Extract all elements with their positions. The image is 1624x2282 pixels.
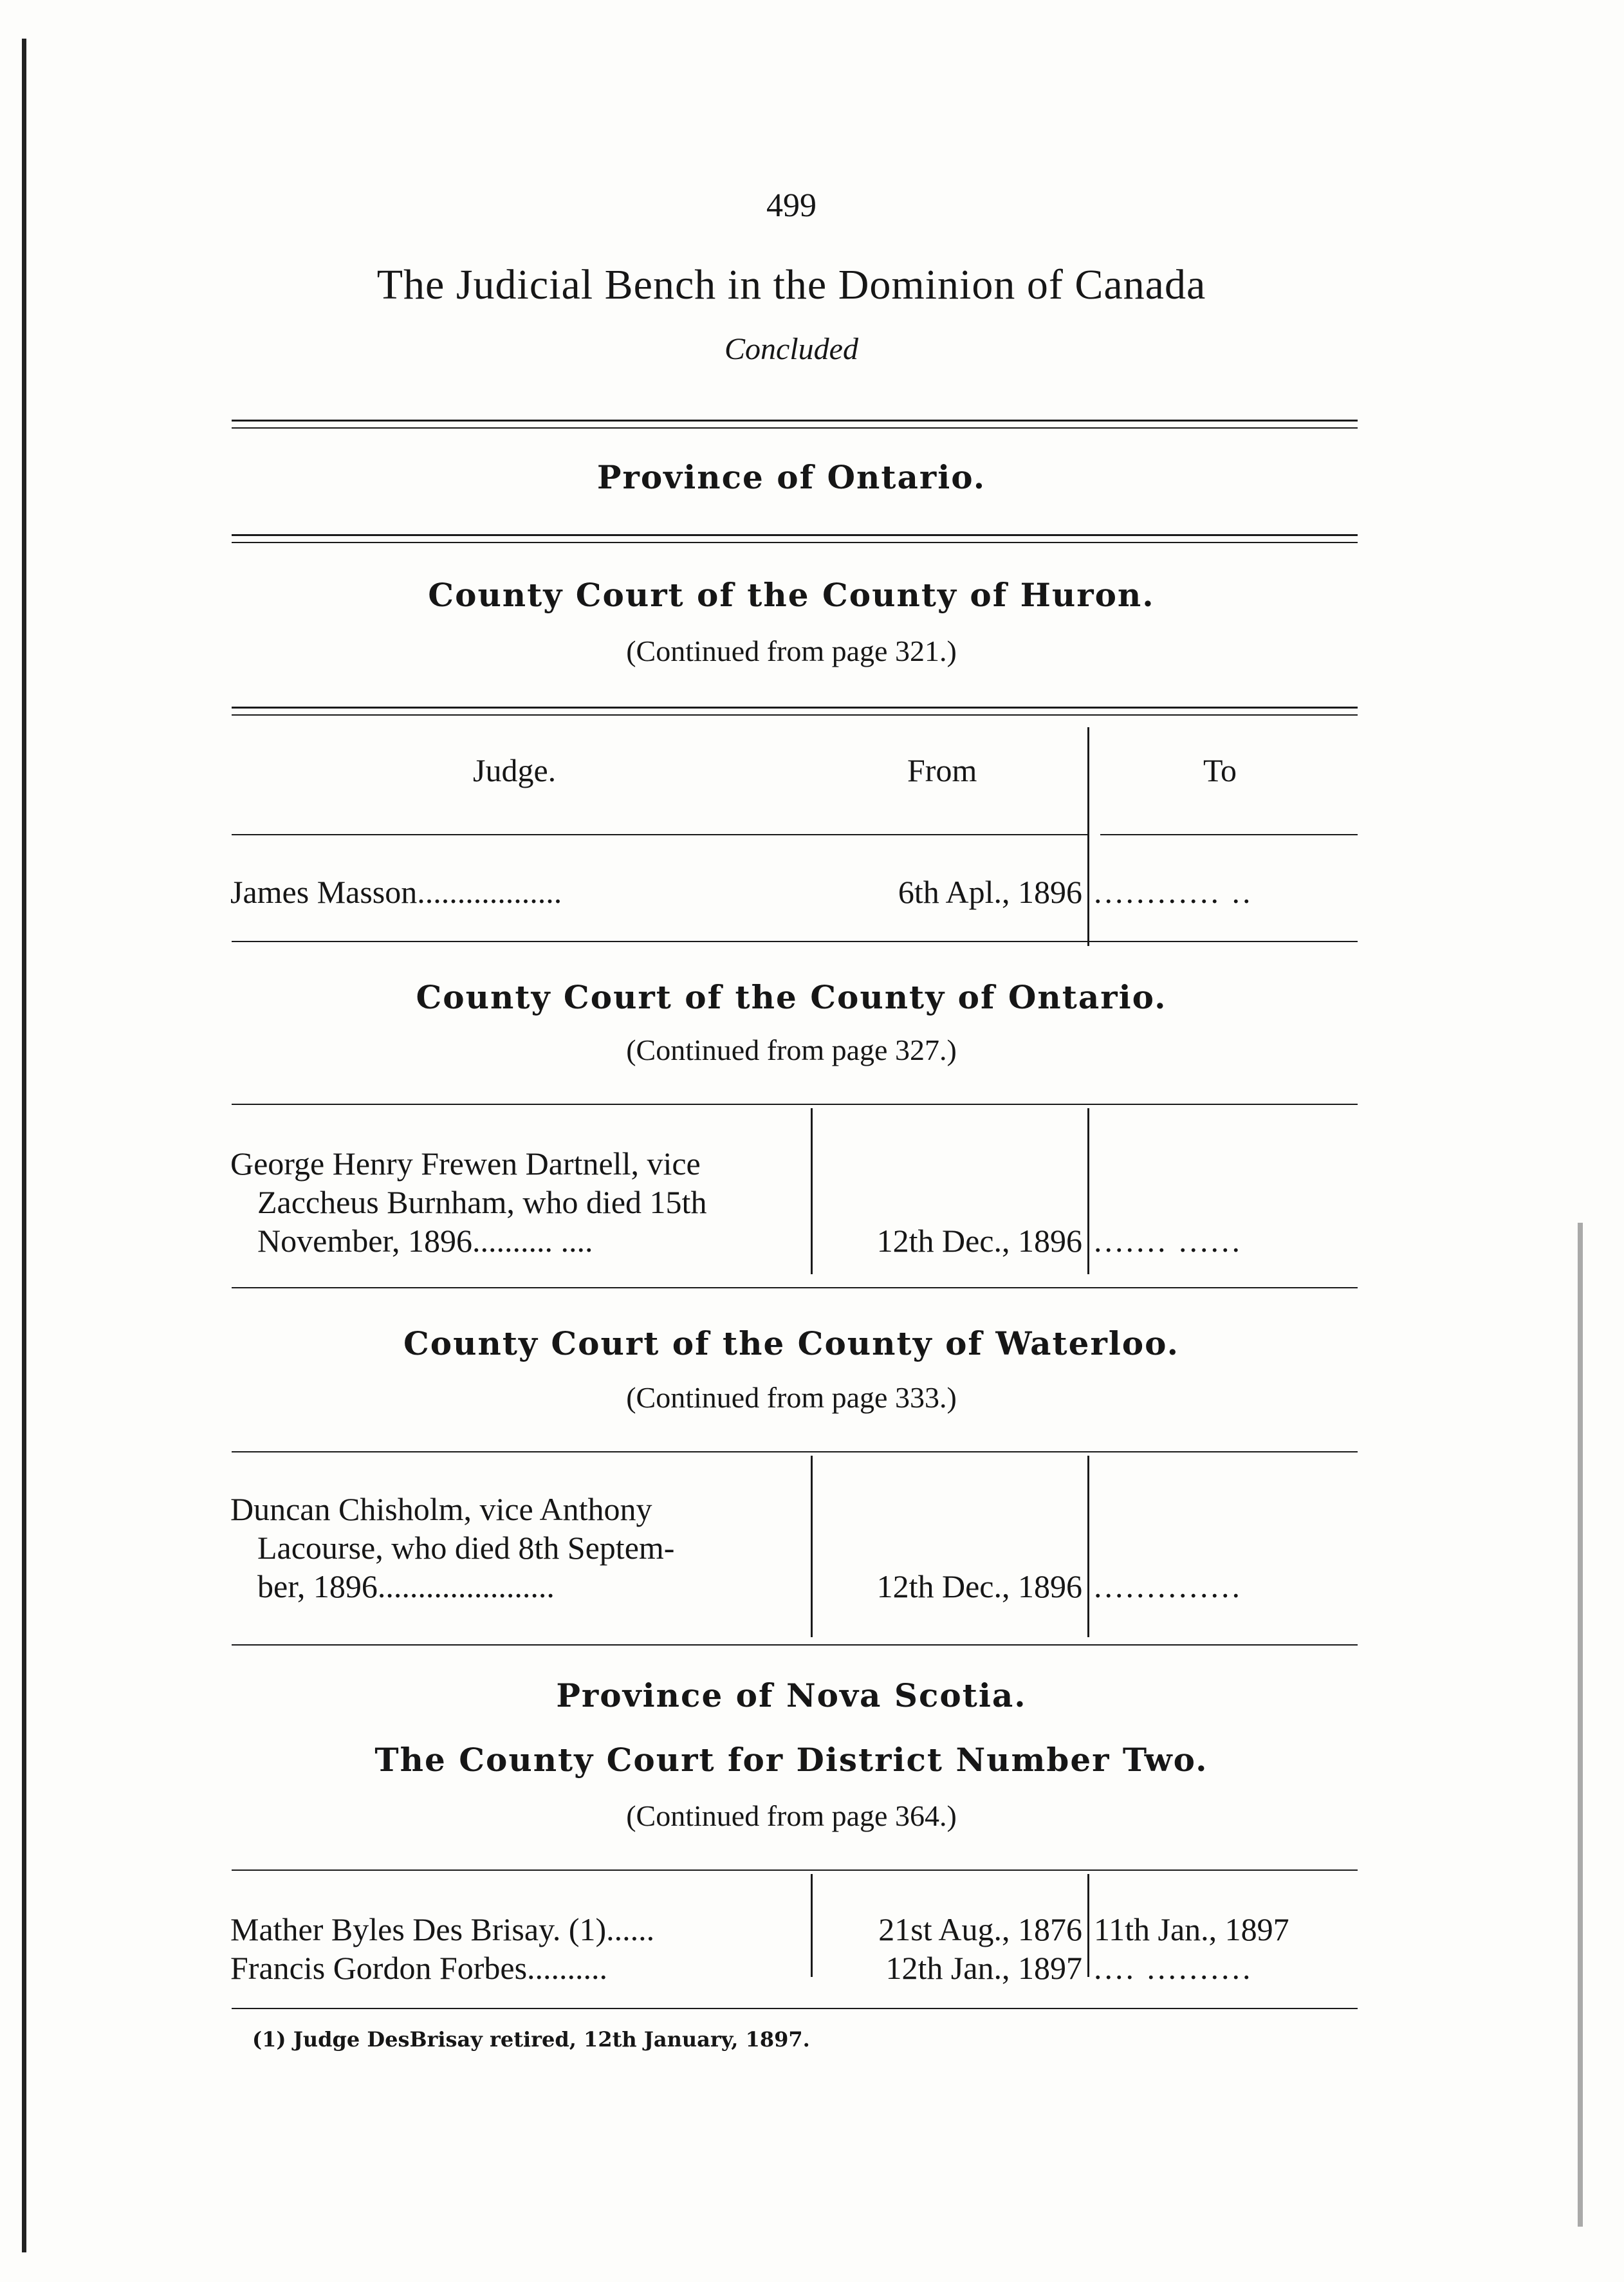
ontario-judge-line: November, 1896.......... ....: [257, 1223, 593, 1259]
page-title: The Judicial Bench in the Dominion of Canada: [376, 261, 1206, 308]
footnote: (1) Judge DesBrisay retired, 12th January, 1897.: [252, 2027, 810, 2052]
section-rule: [232, 1104, 1358, 1105]
ontario-row-to: ....... ......: [1094, 1223, 1242, 1259]
waterloo-judge-line: Duncan Chisholm, vice Anthony: [230, 1491, 652, 1527]
district-two-row-from: 21st Aug., 1876: [878, 1911, 1082, 1947]
ontario-county-continued: (Continued from page 327.): [626, 1034, 957, 1066]
section-rule: [232, 1869, 1358, 1871]
column-divider: [1087, 1108, 1089, 1274]
district-two-heading: The County Court for District Number Two.: [374, 1741, 1208, 1779]
ontario-judge-line: George Henry Frewen Dartnell, vice: [230, 1146, 701, 1182]
district-two-continued: (Continued from page 364.): [626, 1799, 957, 1832]
column-divider: [1087, 727, 1089, 946]
district-two-row-from: 12th Jan., 1897: [885, 1950, 1082, 1986]
column-divider: [811, 1456, 813, 1637]
province-ontario-heading: Province of Ontario.: [596, 458, 986, 496]
double-rule-second: [232, 542, 1358, 543]
ontario-judge-line: Zaccheus Burnham, who died 15th: [257, 1184, 707, 1220]
section-rule: [232, 941, 1358, 942]
waterloo-heading: County Court of the County of Waterloo.: [403, 1324, 1180, 1362]
waterloo-judge-line: Lacourse, who died 8th Septem-: [257, 1530, 675, 1566]
column-divider: [1087, 1456, 1089, 1637]
section-rule: [232, 1287, 1358, 1288]
page-edge-left: [22, 39, 26, 2252]
huron-continued: (Continued from page 321.): [626, 635, 957, 667]
huron-row-judge: James Masson..................: [230, 874, 562, 910]
waterloo-row-to: ..............: [1094, 1568, 1242, 1604]
column-divider: [1087, 1874, 1089, 1977]
district-two-row-judge: Mather Byles Des Brisay. (1)......: [230, 1911, 655, 1947]
waterloo-row-judge: [230, 1490, 809, 1606]
ontario-county-heading: County Court of the County of Ontario.: [416, 978, 1167, 1016]
section-rule: [232, 1451, 1358, 1452]
double-rule-top-second: [232, 427, 1358, 429]
page-subtitle: Concluded: [724, 332, 858, 366]
province-nova-scotia-heading: Province of Nova Scotia.: [556, 1676, 1027, 1714]
huron-row-to: ............ ..: [1094, 874, 1253, 910]
waterloo-continued: (Continued from page 333.): [626, 1381, 957, 1414]
column-header-to: To: [1203, 752, 1237, 788]
district-two-row-judge: Francis Gordon Forbes..........: [230, 1950, 608, 1986]
huron-heading: County Court of the County of Huron.: [428, 576, 1155, 614]
double-rule: [232, 707, 1358, 709]
waterloo-row-from: 12th Dec., 1896: [876, 1568, 1082, 1604]
page-number: 499: [766, 187, 817, 224]
header-rule: [232, 834, 1087, 835]
column-header-from: From: [907, 752, 977, 788]
district-two-row-to: .... ..........: [1094, 1950, 1253, 1986]
waterloo-judge-line: ber, 1896......................: [257, 1568, 555, 1604]
ontario-row-judge: [230, 1144, 809, 1260]
section-rule: [232, 1644, 1358, 1646]
page-edge-right: [1578, 1223, 1583, 2227]
column-header-judge: Judge.: [473, 752, 557, 788]
header-rule-to: [1100, 834, 1358, 835]
district-two-row-to: 11th Jan., 1897: [1094, 1911, 1289, 1947]
double-rule-top: [232, 420, 1358, 422]
double-rule-second: [232, 714, 1358, 716]
footnote-rule: [232, 2008, 1358, 2009]
ontario-row-from: 12th Dec., 1896: [876, 1223, 1082, 1259]
huron-row-from: 6th Apl., 1896: [898, 874, 1082, 910]
double-rule: [232, 534, 1358, 536]
